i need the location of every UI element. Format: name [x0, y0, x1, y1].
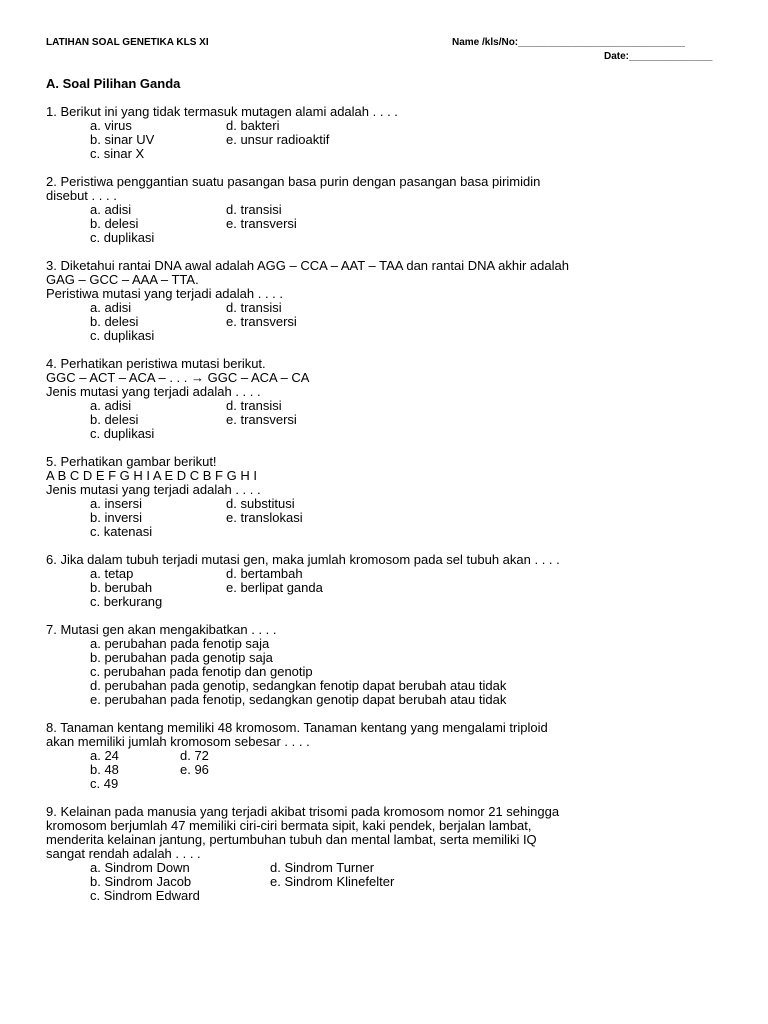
question-text: 4. Perhatikan peristiwa mutasi berikut. — [46, 356, 266, 371]
answer-option: c. duplikasi — [90, 230, 155, 245]
option-row — [90, 763, 726, 777]
answer-option: a. insersi — [90, 496, 143, 511]
answer-option: c. sinar X — [90, 146, 145, 161]
question-text: sangat rendah adalah . . . . — [46, 846, 201, 861]
answer-option: a. 24 — [90, 748, 119, 763]
answer-options — [90, 203, 726, 245]
answer-option: d. transisi — [226, 202, 282, 217]
answer-option: d. bakteri — [226, 118, 280, 133]
answer-option: d. bertambah — [226, 566, 303, 581]
date-field: Date:_______________ — [604, 51, 713, 62]
answer-option: c. perubahan pada fenotip dan genotip — [90, 664, 313, 679]
question-text: menderita kelainan jantung, pertumbuhan tubuh dan mental lambat, serta memiliki IQ — [46, 832, 537, 847]
answer-option: a. Sindrom Down — [90, 860, 190, 875]
option-row — [90, 413, 726, 427]
answer-option: e. transversi — [226, 314, 297, 329]
question-3 — [46, 259, 726, 343]
answer-option: c. duplikasi — [90, 328, 155, 343]
answer-option: d. transisi — [226, 300, 282, 315]
answer-option: b. berubah — [90, 580, 153, 595]
answer-option: e. transversi — [226, 216, 297, 231]
answer-option: a. tetap — [90, 566, 134, 581]
answer-option: b. delesi — [90, 314, 139, 329]
answer-option: e. 96 — [180, 762, 209, 777]
question-text: Peristiwa mutasi yang terjadi adalah . . . . — [46, 286, 284, 301]
answer-option: c. katenasi — [90, 524, 153, 539]
question-text: A B C D E F G H I A E D C B F G H I — [46, 468, 257, 483]
answer-options — [90, 861, 726, 903]
question-text: Jenis mutasi yang terjadi adalah . . . . — [46, 482, 261, 497]
question-text: 2. Peristiwa penggantian suatu pasangan basa purin dengan pasangan basa pirimidin — [46, 174, 541, 189]
answer-options — [90, 497, 726, 539]
answer-option: e. unsur radioaktif — [226, 132, 330, 147]
answer-option: a. adisi — [90, 398, 132, 413]
answer-options — [90, 301, 726, 343]
option-row — [90, 875, 726, 889]
question-text: GGC – ACT – ACA – . . . → GGC – ACA – CA — [46, 370, 310, 385]
option-row — [90, 217, 726, 231]
option-row — [90, 133, 726, 147]
question-list — [46, 105, 726, 917]
question-text: 5. Perhatikan gambar berikut! — [46, 454, 217, 469]
option-row — [90, 427, 726, 441]
answer-option: b. perubahan pada genotip saja — [90, 650, 273, 665]
question-text: 1. Berikut ini yang tidak termasuk mutagen alami adalah . . . . — [46, 104, 398, 119]
option-row — [90, 749, 726, 763]
answer-option: a. adisi — [90, 300, 132, 315]
worksheet-title: LATIHAN SOAL GENETIKA KLS XI — [46, 37, 209, 48]
question-text: akan memiliki jumlah kromosom sebesar . . . . — [46, 734, 310, 749]
question-text: GAG – GCC – AAA – TTA. — [46, 272, 199, 287]
option-row — [90, 889, 726, 903]
option-row — [90, 119, 726, 133]
question-text: 9. Kelainan pada manusia yang terjadi akibat trisomi pada kromosom nomor 21 sehingga — [46, 804, 560, 819]
answer-option: c. 49 — [90, 776, 119, 791]
question-5 — [46, 455, 726, 539]
option-row — [90, 567, 726, 581]
option-row — [90, 497, 726, 511]
option-row — [90, 315, 726, 329]
option-row — [90, 301, 726, 315]
answer-options — [90, 399, 726, 441]
answer-option: c. duplikasi — [90, 426, 155, 441]
option-row — [90, 231, 726, 245]
name-field: Name /kls/No:______________________________ — [452, 37, 685, 48]
option-row — [90, 147, 726, 161]
question-text: kromosom berjumlah 47 memiliki ciri-ciri bermata sipit, kaki pendek, berjalan lambat, — [46, 818, 532, 833]
answer-option: c. Sindrom Edward — [90, 888, 200, 903]
answer-option: b. inversi — [90, 510, 143, 525]
option-row — [90, 399, 726, 413]
option-row — [90, 511, 726, 525]
answer-option: a. adisi — [90, 202, 132, 217]
question-6 — [46, 553, 726, 609]
answer-option: a. perubahan pada fenotip saja — [90, 636, 270, 651]
answer-option: d. Sindrom Turner — [270, 860, 375, 875]
question-text: 6. Jika dalam tubuh terjadi mutasi gen, maka jumlah kromosom pada sel tubuh akan . . . . — [46, 552, 560, 567]
question-text: 3. Diketahui rantai DNA awal adalah AGG – CCA – AAT – TAA dan rantai DNA akhir adalah — [46, 258, 569, 273]
question-9 — [46, 805, 726, 903]
option-row — [90, 777, 726, 791]
question-8 — [46, 721, 726, 791]
answer-option: b. delesi — [90, 412, 139, 427]
option-row — [90, 329, 726, 343]
option-row — [90, 861, 726, 875]
answer-option: e. berlipat ganda — [226, 580, 323, 595]
answer-option: c. berkurang — [90, 594, 163, 609]
answer-option: b. sinar UV — [90, 132, 155, 147]
question-2 — [46, 175, 726, 245]
answer-option: d. substitusi — [226, 496, 295, 511]
answer-option: b. Sindrom Jacob — [90, 874, 192, 889]
answer-options — [90, 119, 726, 161]
question-text: disebut . . . . — [46, 188, 117, 203]
answer-options — [90, 749, 726, 791]
question-text: Jenis mutasi yang terjadi adalah . . . . — [46, 384, 261, 399]
answer-option: b. 48 — [90, 762, 119, 777]
question-7 — [46, 623, 726, 707]
answer-option: b. delesi — [90, 216, 139, 231]
section-title: A. Soal Pilihan Ganda — [46, 76, 181, 91]
answer-option: e. translokasi — [226, 510, 303, 525]
answer-option: d. perubahan pada genotip, sedangkan fenotip dapat berubah atau tidak — [90, 678, 507, 693]
question-4 — [46, 357, 726, 441]
answer-option: d. 72 — [180, 748, 209, 763]
answer-options — [90, 567, 726, 609]
question-text: 8. Tanaman kentang memiliki 48 kromosom. Tanaman kentang yang mengalami triploid — [46, 720, 548, 735]
option-row — [90, 203, 726, 217]
option-row — [90, 581, 726, 595]
answer-option: e. Sindrom Klinefelter — [270, 874, 395, 889]
question-text: 7. Mutasi gen akan mengakibatkan . . . . — [46, 622, 277, 637]
answer-option: a. virus — [90, 118, 132, 133]
answer-options — [90, 637, 726, 707]
option-row — [90, 595, 726, 609]
question-1 — [46, 105, 726, 161]
option-row — [90, 525, 726, 539]
answer-option: e. perubahan pada fenotip, sedangkan genotip dapat berubah atau tidak — [90, 692, 507, 707]
answer-option: e. transversi — [226, 412, 297, 427]
answer-option: d. transisi — [226, 398, 282, 413]
